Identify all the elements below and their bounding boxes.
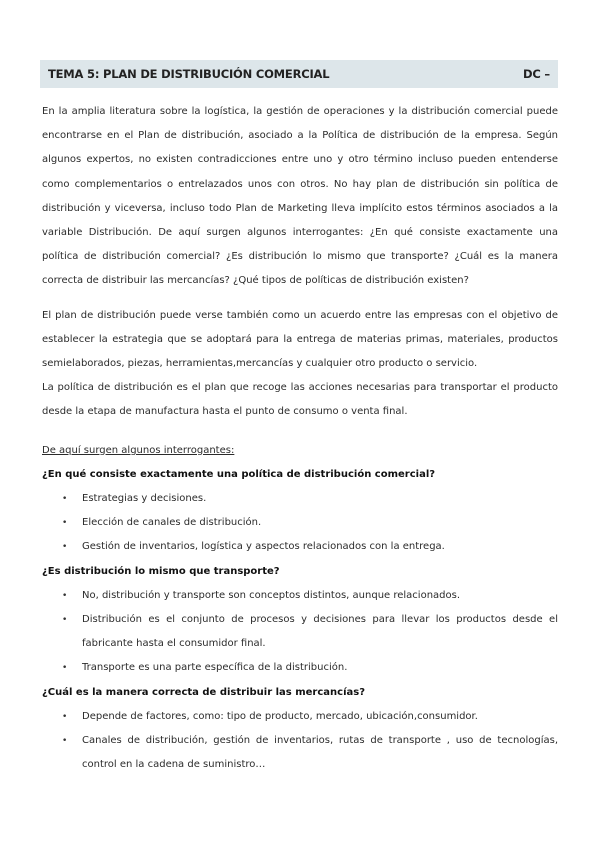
page-title: TEMA 5: PLAN DE DISTRIBUCIÓN COMERCIAL	[48, 67, 330, 81]
paragraph: La política de distribución es el plan que recoge las acciones necesarias para transportar el producto desde la etapa de manufactura hasta el punto de consumo o venta final.	[42, 382, 558, 418]
list-item: • Estrategias y decisiones.	[62, 487, 558, 511]
bullet-list	[42, 487, 558, 560]
list-item: • Depende de factores, como: tipo de producto, mercado, ubicación,consumidor.	[62, 705, 558, 729]
paragraph: En la amplia literatura sobre la logística, la gestión de operaciones y la distribución comercial puede encontrarse en el Plan de distribución, asociado a la Política de distribución de la empresa. Según algunos expertos, no existen contradicciones entre uno y otro término incluso pueden entenderse como complementarios o entrelazados unos con otros. No hay plan de distribución sin política de distribución y viceversa, incluso todo Plan de Marketing lleva implícito estos términos asociados a la variable Distribución. De aquí surgen algunos interrogantes: ¿En qué consiste exactamente una política de distribución comercial? ¿Es distribución lo mismo que transporte? ¿Cuál es la manera correcta de distribuir las mercancías? ¿Qué tipos de políticas de distribución existen?	[42, 106, 558, 287]
page-header	[40, 60, 558, 88]
document-code: DC –	[523, 67, 550, 81]
question-heading: ¿Cuál es la manera correcta de distribuir las mercancías?	[42, 686, 366, 698]
list-item: • Transporte es una parte específica de la distribución.	[62, 656, 558, 680]
paragraph: El plan de distribución puede verse también como un acuerdo entre las empresas con el objetivo de establecer la estrategia que se adoptará para la entrega de materias primas, materiales, productos semielaborados, piezas, herramientas,mercancías y cualquier otro producto o servicio.	[42, 309, 558, 370]
question-heading: ¿En qué consiste exactamente una política de distribución comercial?	[42, 468, 436, 480]
document-body	[42, 100, 558, 777]
section-intro-heading: De aquí surgen algunos interrogantes:	[42, 444, 235, 456]
list-item: • Gestión de inventarios, logística y aspectos relacionados con la entrega.	[62, 535, 558, 559]
list-item: • Distribución es el conjunto de procesos y decisiones para llevar los productos desde el fabricante hasta el consumidor final.	[62, 608, 558, 656]
bullet-list	[42, 584, 558, 681]
list-item: • Elección de canales de distribución.	[62, 511, 558, 535]
list-item: • Canales de distribución, gestión de inventarios, rutas de transporte , uso de tecnologías, control en la cadena de suministro…	[62, 729, 558, 777]
question-heading: ¿Es distribución lo mismo que transporte?	[42, 565, 280, 577]
bullet-list	[42, 705, 558, 778]
list-item: • No, distribución y transporte son conceptos distintos, aunque relacionados.	[62, 584, 558, 608]
